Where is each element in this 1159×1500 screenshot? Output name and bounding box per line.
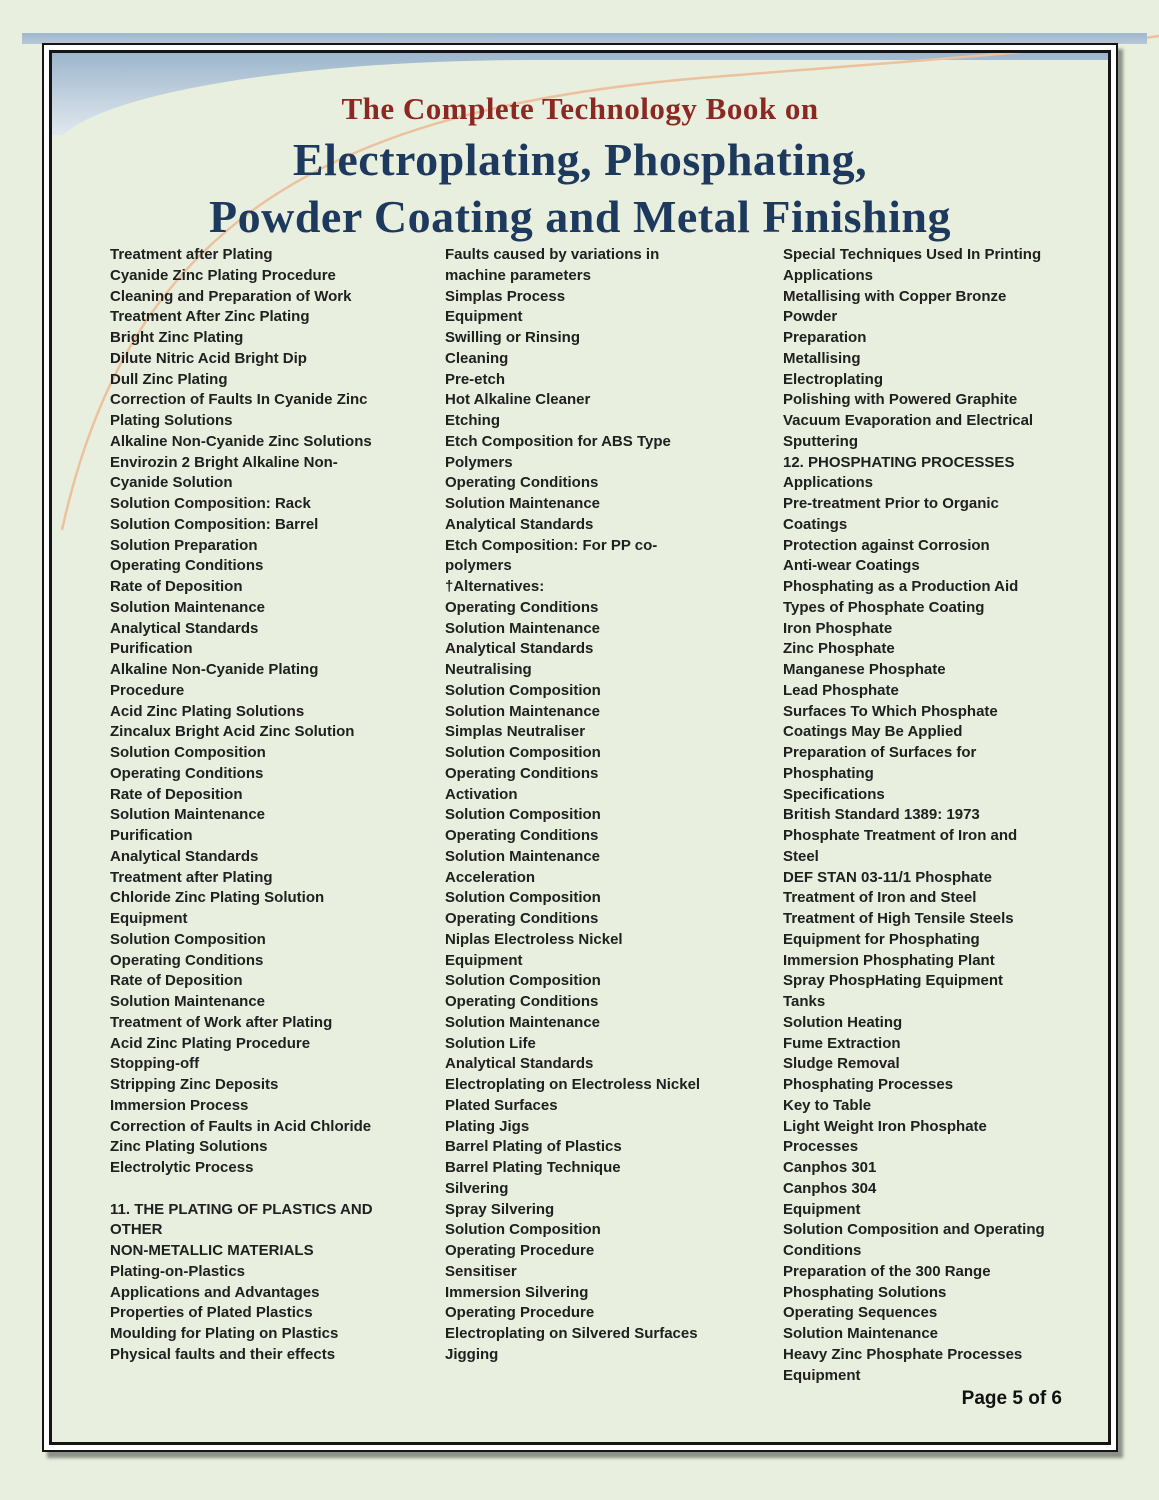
toc-line: Simplas Process — [445, 287, 566, 305]
toc-line: Treatment after Plating — [110, 868, 273, 886]
toc-line: polymers — [445, 557, 512, 575]
toc-line: Treatment After Zinc Plating — [110, 308, 310, 326]
toc-line: Equipment — [110, 910, 188, 927]
toc-line: Treatment of High Tensile Steels — [783, 910, 1014, 927]
toc-line: Operating Conditions — [445, 598, 599, 616]
toc-line: Operating Conditions — [110, 951, 264, 969]
toc-line: Barrel Plating of Plastics — [445, 1138, 622, 1156]
toc-line: Protection against Corrosion — [783, 536, 990, 554]
toc-line: machine parameters — [445, 266, 591, 284]
toc-line: Rate of Deposition — [110, 972, 243, 990]
toc-line: Pre-treatment Prior to Organic — [783, 495, 999, 512]
toc-line: 11. THE PLATING OF PLASTICS AND — [110, 1200, 373, 1218]
toc-line: Sludge Removal — [783, 1055, 900, 1073]
toc-line: Coatings — [783, 515, 848, 533]
toc-line: Solution Composition — [445, 889, 601, 907]
toc-line: Operating Conditions — [445, 474, 599, 492]
toc-line: Iron Phosphate — [783, 619, 893, 637]
toc-line: Equipment for Phosphating — [783, 930, 980, 948]
toc-line: Solution Composition — [445, 806, 601, 824]
toc-line: †Alternatives: — [445, 578, 545, 595]
toc-line: Treatment of Iron and Steel — [783, 889, 977, 907]
toc-line: Simplas Neutraliser — [445, 723, 586, 741]
toc-line: Solution Composition — [445, 972, 601, 990]
toc-line: Metallising — [783, 349, 861, 367]
toc-line: Polymers — [445, 453, 513, 471]
toc-line: Equipment — [783, 1366, 861, 1384]
toc-line: Barrel Plating Technique — [445, 1159, 621, 1176]
toc-line: Hot Alkaline Cleaner — [445, 391, 591, 409]
toc-line: Equipment — [783, 1200, 861, 1218]
toc-column-2 — [445, 245, 775, 1366]
toc-line: Spray PhospHating Equipment — [783, 972, 1004, 990]
toc-line: Key to Table — [783, 1096, 872, 1114]
toc-line: Electroplating — [783, 370, 884, 388]
toc-line: Plating Jigs — [445, 1117, 530, 1135]
toc-line: Analytical Standards — [110, 847, 259, 865]
toc-line: Rate of Deposition — [110, 578, 243, 595]
toc-column-1 — [110, 245, 440, 1366]
toc-line: Acceleration — [445, 868, 536, 886]
toc-line: Preparation — [783, 329, 867, 346]
toc-line: Electroplating on Silvered Surfaces — [445, 1325, 698, 1342]
toc-line: Solution Life — [445, 1034, 536, 1052]
toc-line: Surfaces To Which Phosphate — [783, 702, 998, 720]
toc-line: Immersion Phosphating Plant — [783, 951, 995, 969]
toc-line: Faults caused by variations in — [445, 246, 660, 263]
toc-line: OTHER — [110, 1221, 163, 1239]
toc-line: Operating Conditions — [445, 764, 599, 782]
toc-line: Neutralising — [445, 661, 532, 678]
toc-line: Operating Sequences — [783, 1304, 938, 1322]
toc-line: Vacuum Evaporation and Electrical — [783, 412, 1034, 429]
toc-line: Niplas Electroless Nickel — [445, 930, 623, 948]
toc-line: Applications and Advantages — [110, 1283, 320, 1301]
toc-line: Solution Preparation — [110, 536, 258, 554]
page-frame — [42, 43, 1118, 1452]
toc-line: Solution Heating — [783, 1013, 903, 1031]
toc-line: Solution Maintenance — [110, 993, 266, 1010]
book-title-line2: Powder Coating and Metal Finishing — [209, 191, 951, 242]
toc-line: Physical faults and their effects — [110, 1345, 336, 1363]
toc-line: Silvering — [445, 1179, 509, 1197]
toc-line: Stripping Zinc Deposits — [110, 1076, 279, 1093]
toc-line: Purification — [110, 827, 193, 844]
toc-line: Alkaline Non-Cyanide Zinc Solutions — [110, 432, 372, 450]
toc-line: Immersion Process — [110, 1096, 249, 1114]
toc-line: Equipment — [445, 308, 523, 326]
toc-line: Etching — [445, 412, 500, 429]
toc-line: Operating Conditions — [445, 827, 599, 844]
toc-line: Analytical Standards — [445, 515, 594, 533]
toc-line: Solution Composition — [445, 1221, 601, 1239]
toc-line: Cleaning — [445, 349, 509, 367]
toc-line: Spray Silvering — [445, 1200, 555, 1218]
toc-line: Canphos 301 — [783, 1159, 877, 1176]
toc-line: Solution Maintenance — [783, 1325, 939, 1342]
toc-line: Treatment after Plating — [110, 246, 273, 263]
toc-line: Zinc Plating Solutions — [110, 1138, 268, 1156]
toc-line: Fume Extraction — [783, 1034, 901, 1052]
toc-line: Solution Composition — [445, 744, 601, 761]
toc-line: Swilling or Rinsing — [445, 329, 580, 346]
toc-line: Operating Procedure — [445, 1242, 595, 1259]
toc-line: Preparation of the 300 Range — [783, 1262, 991, 1280]
toc-line: Phosphating Processes — [783, 1076, 954, 1093]
toc-line: Manganese Phosphate — [783, 661, 946, 678]
toc-line: British Standard 1389: 1973 — [783, 806, 980, 824]
toc-line: Solution Maintenance — [110, 598, 266, 616]
toc-line: Correction of Faults in Acid Chloride — [110, 1117, 372, 1135]
toc-line: Plated Surfaces — [445, 1096, 558, 1114]
series-title: The Complete Technology Book on — [341, 91, 819, 126]
toc-line: Solution Composition — [445, 681, 601, 699]
toc-line: Cleaning and Preparation of Work — [110, 287, 352, 305]
toc-line: Acid Zinc Plating Procedure — [110, 1034, 311, 1052]
toc-line: DEF STAN 03-11/1 Phosphate — [783, 868, 992, 886]
toc-line: Heavy Zinc Phosphate Processes — [783, 1345, 1023, 1363]
toc-line: 12. PHOSPHATING PROCESSES — [783, 453, 1015, 471]
page-indicator: Page 5 of 6 — [961, 1388, 1062, 1409]
toc-line: Operating Procedure — [445, 1304, 595, 1322]
toc-line: Sputtering — [783, 432, 858, 450]
toc-line: Solution Maintenance — [445, 847, 601, 865]
page-frame-inner — [49, 50, 1111, 1445]
toc-line: Electrolytic Process — [110, 1159, 254, 1176]
toc-line: Etch Composition: For PP co- — [445, 536, 658, 554]
toc-line: Sensitiser — [445, 1262, 517, 1280]
toc-line: Operating Conditions — [110, 764, 264, 782]
toc-line: Dilute Nitric Acid Bright Dip — [110, 349, 307, 367]
toc-line: Cyanide Solution — [110, 474, 233, 492]
toc-line: Types of Phosphate Coating — [783, 598, 985, 616]
toc-line: Lead Phosphate — [783, 681, 899, 699]
toc-line: Steel — [783, 847, 819, 865]
toc-line: Envirozin 2 Bright Alkaline Non- — [110, 453, 338, 471]
toc-line: Purification — [110, 640, 193, 658]
toc-line: Immersion Silvering — [445, 1283, 589, 1301]
toc-line: Zinc Phosphate — [783, 640, 895, 658]
toc-line: Solution Maintenance — [445, 1013, 601, 1031]
toc-line: Applications — [783, 266, 874, 284]
toc-line: Correction of Faults In Cyanide Zinc — [110, 391, 368, 409]
book-title-line1: Electroplating, Phosphating, — [292, 134, 868, 185]
toc-line: Analytical Standards — [445, 1055, 594, 1073]
toc-line: Equipment — [445, 951, 523, 969]
toc-line: Tanks — [783, 993, 826, 1010]
toc-line: Special Techniques Used In Printing — [783, 246, 1042, 263]
toc-line: Dull Zinc Plating — [110, 370, 228, 388]
toc-line: Etch Composition for ABS Type — [445, 432, 671, 450]
toc-line: Operating Conditions — [445, 993, 599, 1010]
toc-line: Polishing with Powered Graphite — [783, 391, 1018, 409]
toc-line: Operating Conditions — [445, 910, 599, 927]
toc-line: Applications — [783, 474, 874, 492]
toc-line: Metallising with Copper Bronze — [783, 287, 1007, 305]
toc-line: Moulding for Plating on Plastics — [110, 1325, 339, 1342]
toc-line: Solution Composition: Rack — [110, 495, 311, 512]
toc-line: Phosphating Solutions — [783, 1283, 947, 1301]
toc-line: Chloride Zinc Plating Solution — [110, 889, 325, 907]
toc-column-3 — [783, 245, 1103, 1386]
toc-line: Stopping-off — [110, 1055, 200, 1073]
toc-line: Conditions — [783, 1242, 862, 1259]
toc-line: Solution Composition: Barrel — [110, 515, 319, 533]
toc-line: Solution Maintenance — [445, 702, 601, 720]
toc-line: Zincalux Bright Acid Zinc Solution — [110, 723, 355, 741]
toc-line: Canphos 304 — [783, 1179, 877, 1197]
toc-line: Solution Maintenance — [110, 806, 266, 824]
toc-line: Acid Zinc Plating Solutions — [110, 702, 305, 720]
toc-line: Powder — [783, 308, 838, 326]
toc-line: Plating Solutions — [110, 412, 233, 429]
toc-line: Solution Composition and Operating — [783, 1221, 1045, 1239]
toc-line: Pre-etch — [445, 370, 506, 388]
toc-line: Phosphating as a Production Aid — [783, 578, 1019, 595]
toc-line: Activation — [445, 785, 518, 803]
toc-line: Phosphating — [783, 764, 874, 782]
toc-line: Electroplating on Electroless Nickel — [445, 1076, 701, 1093]
toc-line: Preparation of Surfaces for — [783, 744, 977, 761]
toc-line: Procedure — [110, 681, 185, 699]
toc-line: Specifications — [783, 785, 885, 803]
toc-line: Jigging — [445, 1345, 499, 1363]
toc-line — [110, 1179, 440, 1200]
toc-line: Operating Conditions — [110, 557, 264, 575]
toc-line: Plating-on-Plastics — [110, 1262, 246, 1280]
toc-line: Coatings May Be Applied — [783, 723, 963, 741]
toc-line: Rate of Deposition — [110, 785, 243, 803]
toc-line: Phosphate Treatment of Iron and — [783, 827, 1018, 844]
toc-line: Solution Maintenance — [445, 619, 601, 637]
toc-line: Treatment of Work after Plating — [110, 1013, 333, 1031]
toc-line: Bright Zinc Plating — [110, 329, 244, 346]
toc-line: Analytical Standards — [110, 619, 259, 637]
toc-line: Processes — [783, 1138, 859, 1156]
toc-line: Alkaline Non-Cyanide Plating — [110, 661, 319, 678]
toc-line: Solution Composition — [110, 930, 266, 948]
toc-line: Solution Composition — [110, 744, 266, 761]
toc-line: Light Weight Iron Phosphate — [783, 1117, 987, 1135]
toc-line: Analytical Standards — [445, 640, 594, 658]
toc-line: Anti-wear Coatings — [783, 557, 920, 575]
toc-line: NON-METALLIC MATERIALS — [110, 1242, 314, 1259]
toc-line: Properties of Plated Plastics — [110, 1304, 313, 1322]
toc-line: Solution Maintenance — [445, 495, 601, 512]
toc-line: Cyanide Zinc Plating Procedure — [110, 266, 336, 284]
